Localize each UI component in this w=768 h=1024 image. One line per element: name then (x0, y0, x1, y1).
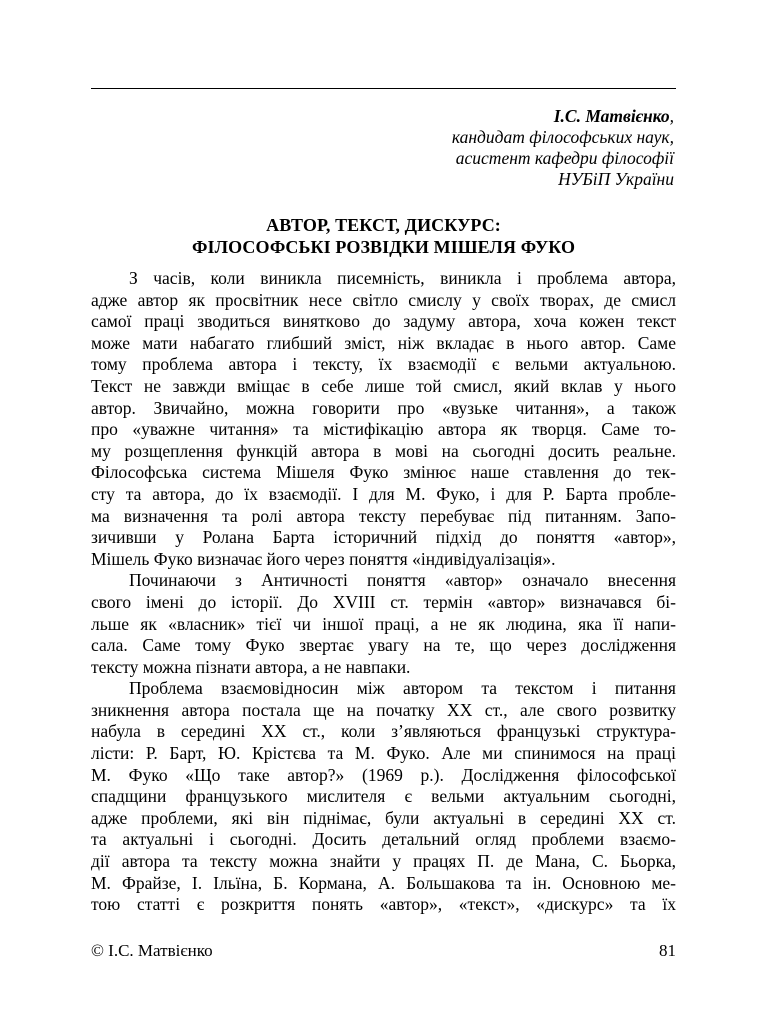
paragraph-line: Текст не завжди вміщає в себе лише той смисл, який вклав у нього (91, 375, 676, 396)
title-line-2: ФІЛОСОФСЬКІ РОЗВІДКИ МІШЕЛЯ ФУКО (191, 237, 576, 257)
paragraph-line: ма визначення та ролі автора тексту перебуває під питанням. Запо- (91, 505, 676, 526)
paragraph-line: З часів, коли виникла писемність, виникла і проблема автора, (129, 268, 676, 288)
author-block (174, 106, 674, 190)
paragraph-line: лісти: Р. Барт, Ю. Крістєва та М. Фуко. Але ми спинимося на праці (91, 743, 676, 764)
affiliation-degree: кандидат філософських наук, (451, 127, 674, 147)
paragraph-line: М. Фуко «Що таке автор?» (1969 р.). Дослідження філософської (91, 764, 676, 785)
paragraph-line: Філософська система Мішеля Фуко змінює наше ставлення до тек- (91, 462, 676, 483)
page-footer (91, 940, 676, 962)
affiliation-institution: НУБіП України (558, 169, 674, 189)
title-line-1: АВТОР, ТЕКСТ, ДИСКУРС: (266, 215, 501, 235)
paragraph-line: Мішель Фуко визначає його через поняття «індивідуалізація». (91, 548, 556, 569)
page-number: 81 (659, 941, 676, 960)
paragraph-line: може мати набагато глибший зміст, ніж вкладає в нього автор. Саме (91, 332, 676, 353)
copyright-notice: © І.С. Матвієнко (91, 941, 213, 960)
author-name: І.С. Матвієнко (553, 106, 670, 126)
top-rule (91, 88, 676, 89)
paragraph-line: свого імені до історії. До XVIII ст. термін «автор» визначався бі- (91, 591, 676, 612)
paragraph-line: адже проблеми, які він піднімає, були актуальні в середині XX ст. (91, 807, 676, 828)
paragraph-line: сту та автора, до їх взаємодії. І для М. Фуко, і для Р. Барта пробле- (91, 483, 676, 504)
paragraph-line: самої праці зводиться виняткoвo до задуму автора, хоча кожен текст (91, 311, 676, 332)
paragraph-line: сала. Саме тому Фуко звертає увагу на те, що через дослідження (91, 635, 676, 656)
paragraph-line: зникнення автора постала ще на початку XX ст., але свого розвитку (91, 699, 676, 720)
paragraph-line: му розщеплення функцій автора в мові на сьогодні досить реальне. (91, 440, 676, 461)
article-body (91, 268, 676, 916)
paragraph-line: спадщини французького мислителя є вельми актуальним сьогодні, (91, 786, 676, 807)
article-title (91, 214, 676, 258)
paragraph (91, 570, 676, 678)
affiliation-position: асистент кафедри філософії (455, 148, 674, 168)
paragraph-line: про «уважне читання» та містифікацію автора як творця. Саме то- (91, 419, 676, 440)
paragraph-line: автор. Звичайно, можна говорити про «вузьке читання», а також (91, 397, 676, 418)
paragraph-line: тою статті є розкриття понять «автор», «текст», «дискурс» та їх (91, 894, 676, 915)
author-line (174, 106, 674, 127)
paragraph-line: Починаючи з Античності поняття «автор» означало внесення (129, 570, 676, 591)
paragraph (91, 268, 676, 570)
paragraph (91, 678, 676, 916)
author-comma: , (669, 106, 674, 126)
paragraph-line: дії автора та тексту можна знайти у працях П. де Мана, С. Бьорка, (91, 851, 676, 872)
paragraph-line: набула в середині XX ст., коли з’являються французькі структура- (91, 721, 676, 742)
paragraph-line: зичивши у Ролана Барта історичний підхід до поняття «автор», (91, 527, 676, 548)
paragraph-line: льше як «власник» тієї чи іншої праці, а не як людина, яка її напи- (91, 613, 676, 634)
paragraph-line: тексту можна пізнати автора, а не навпаки. (91, 656, 411, 677)
paragraph-line: Проблема взаємовідносин між автором та текстом і питання (129, 678, 676, 699)
paragraph-line: адже автор як просвітник несе світло смислу у своїх творах, де смисл (91, 289, 676, 310)
paragraph-line: М. Фрайзе, І. Ільїна, Б. Кормана, А. Большакова та ін. Основною ме- (91, 872, 676, 893)
paragraph-line: тому проблема автора і тексту, їх взаємодії є вельми актуальною. (91, 354, 676, 375)
paragraph-line: та актуальні і сьогодні. Досить детальний огляд проблеми взаємо- (91, 829, 676, 850)
